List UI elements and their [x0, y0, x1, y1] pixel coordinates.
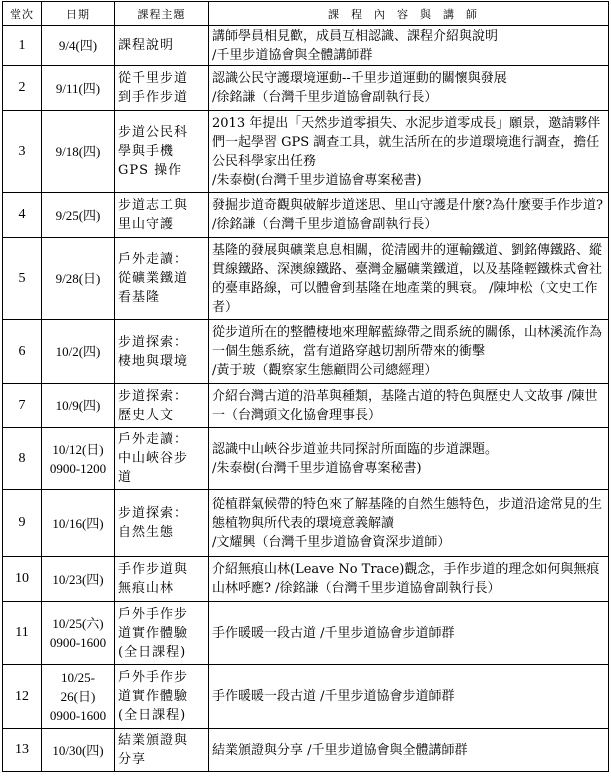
course-schedule-table [2, 1, 609, 772]
session-date: 10/16(四) [42, 490, 115, 557]
session-number: 4 [3, 193, 42, 238]
session-date: 10/23(四) [42, 557, 115, 602]
table-row [3, 490, 609, 557]
session-content: 從步道所在的整體棲地來理解藍綠帶之間系統的關係，山林溪流作為一個生態系統，當有道路穿越切割所帶來的衝擊 /黃于玻（觀察家生態顧問公司總經理） [209, 320, 609, 384]
session-content: 手作暖暖一段古道 /千里步道協會步道師群 [209, 602, 609, 665]
session-date: 9/28(日) [42, 238, 115, 320]
session-number: 9 [3, 490, 42, 557]
session-content: 基隆的發展與礦業息息相關，從清國井的運輸鐵道、劉銘傳鐵路、縱貫線鐵路、深澳線鐵路、臺灣金屬礦業鐵道，以及基隆輕鐵株式會社的臺車路線，可以體會到基隆在地產業的興衰。 /陳坤松（文史工作者） [209, 238, 609, 320]
session-number: 10 [3, 557, 42, 602]
session-number: 11 [3, 602, 42, 665]
session-date: 10/30(四) [42, 729, 115, 772]
header-topic: 課程主題 [115, 2, 209, 26]
session-date: 10/25(六) 0900-1600 [42, 602, 115, 665]
session-content: 介紹無痕山林(Leave No Trace)觀念，手作步道的理念如何與無痕山林呼應? /徐銘謙（台灣千里步道協會副執行長） [209, 557, 609, 602]
session-topic: 手作步道與 無痕山林 [115, 557, 209, 602]
table-row [3, 66, 609, 111]
session-topic: 步道志工與 里山守護 [115, 193, 209, 238]
session-number: 6 [3, 320, 42, 384]
session-content: 發掘步道奇觀與破解步道迷思、里山守護是什麼?為什麼要手作步道? /徐銘謙（台灣千里步道協會副執行長） [209, 193, 609, 238]
table-row [3, 602, 609, 665]
session-number: 1 [3, 26, 42, 66]
session-content: 從植群氣候帶的特色來了解基隆的自然生態特色，步道沿途常見的生態植物與所代表的環境意義解讀 /文耀興（台灣千里步道協會資深步道師） [209, 490, 609, 557]
session-topic: 戶外手作步 道實作體驗 (全日課程) [115, 602, 209, 665]
session-topic: 步道探索： 棲地與環境 [115, 320, 209, 384]
session-topic: 戶外走讀： 從礦業鐵道 看基隆 [115, 238, 209, 320]
session-topic: 步道公民科 學與手機 GPS 操作 [115, 111, 209, 193]
session-content: 認識中山峽谷步道並共同探討所面臨的步道課題。 /朱泰樹(台灣千里步道協會專案秘書) [209, 428, 609, 490]
table-row [3, 238, 609, 320]
session-date: 10/25- 26(日) 0900-1600 [42, 665, 115, 729]
session-date: 9/11(四) [42, 66, 115, 111]
session-date: 10/9(四) [42, 384, 115, 428]
session-date: 9/25(四) [42, 193, 115, 238]
table-row [3, 557, 609, 602]
table-row [3, 111, 609, 193]
session-content: 手作暖暖一段古道 /千里步道協會步道師群 [209, 665, 609, 729]
session-topic: 步道探索： 歷史人文 [115, 384, 209, 428]
session-number: 7 [3, 384, 42, 428]
session-content: 講師學員相見歡，成員互相認識、課程介紹與說明 /千里步道協會與全體講師群 [209, 26, 609, 66]
session-topic: 步道探索： 自然生態 [115, 490, 209, 557]
session-date: 9/4(四) [42, 26, 115, 66]
session-date: 10/2(四) [42, 320, 115, 384]
session-topic: 課程說明 [115, 26, 209, 66]
session-topic: 結業頒證與 分享 [115, 729, 209, 772]
table-row [3, 193, 609, 238]
table-row [3, 428, 609, 490]
session-content: 結業頒證與分享 /千里步道協會與全體講師群 [209, 729, 609, 772]
session-number: 5 [3, 238, 42, 320]
session-topic: 從千里步道 到手作步道 [115, 66, 209, 111]
session-date: 10/12(日) 0900-1200 [42, 428, 115, 490]
table-row [3, 26, 609, 66]
session-number: 13 [3, 729, 42, 772]
session-date: 9/18(四) [42, 111, 115, 193]
session-number: 3 [3, 111, 42, 193]
header-content: 課程內容與講師 [209, 2, 609, 26]
header-date: 日期 [42, 2, 115, 26]
session-number: 2 [3, 66, 42, 111]
session-topic: 戶外手作步 道實作體驗 (全日課程) [115, 665, 209, 729]
session-number: 8 [3, 428, 42, 490]
table-header-row [3, 2, 609, 26]
session-number: 12 [3, 665, 42, 729]
table-row [3, 384, 609, 428]
header-session: 堂次 [3, 2, 42, 26]
table-row [3, 729, 609, 772]
session-content: 2013 年提出「天然步道零損失、水泥步道零成長」願景，邀請夥伴們一起學習 GPS 調查工具，就生活所在的步道環境進行調查，擔任公民科學家出任務 /朱泰樹(台灣千里步道協會專案秘書) [209, 111, 609, 193]
session-topic: 戶外走讀： 中山峽谷步 道 [115, 428, 209, 490]
session-content: 介紹台灣古道的沿革與種類，基隆古道的特色與歷史人文故事 /陳世一（台灣頭文化協會理事長） [209, 384, 609, 428]
table-row [3, 665, 609, 729]
session-content: 認識公民守護環境運動--千里步道運動的關懷與發展 /徐銘謙（台灣千里步道協會副執行長） [209, 66, 609, 111]
table-row [3, 320, 609, 384]
